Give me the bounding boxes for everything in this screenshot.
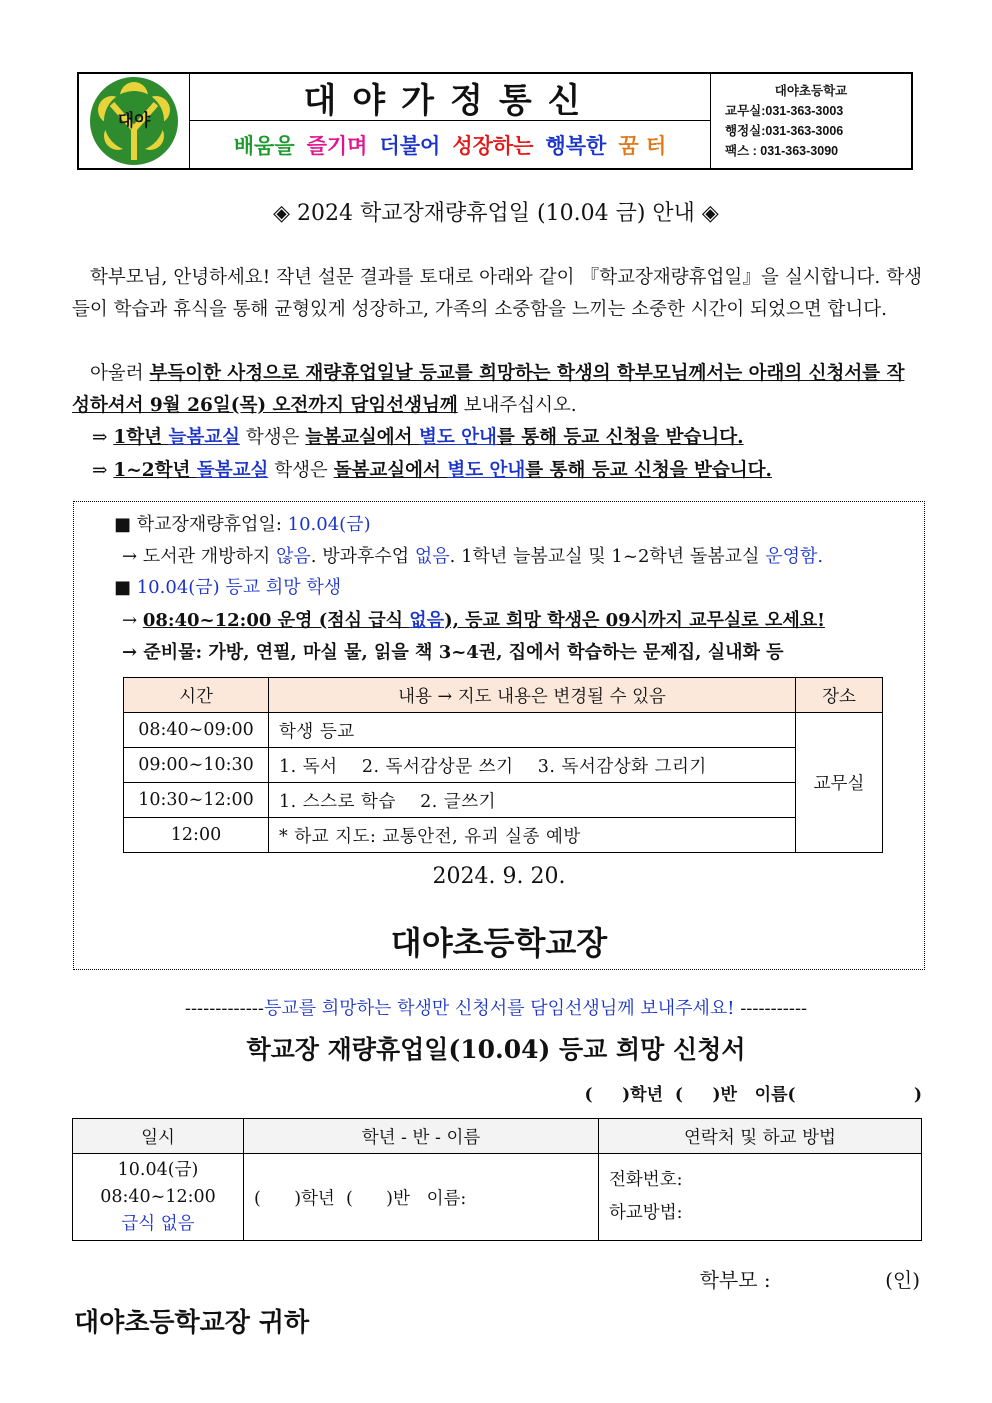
text-span: 를 통해 등교 신청을 받습니다. xyxy=(496,427,744,448)
closure-line xyxy=(122,544,823,570)
arrow-icon: ⇒ xyxy=(92,460,114,481)
text-span: 1학년 xyxy=(113,427,169,448)
text-span: 운영함. xyxy=(765,546,824,567)
schedule-table xyxy=(123,677,883,853)
principal-signature: 대야초등학교장 xyxy=(390,924,608,962)
form-header-contact: 연락처 및 하교 방법 xyxy=(599,1119,922,1154)
hours-line xyxy=(122,608,825,634)
newsletter-title: 대야가정통신 xyxy=(190,74,710,121)
slogan-word: 더불어 xyxy=(379,132,441,158)
text-span: → 도서관 개방하지 xyxy=(122,546,276,567)
form-meal: 급식 없음 xyxy=(121,1213,195,1234)
text-span: 1~2학년 xyxy=(113,460,197,481)
form-header-name: 학년 - 반 - 이름 xyxy=(244,1119,599,1154)
table-row xyxy=(124,713,883,748)
parent-signature-line[interactable]: 학부모 : (인) xyxy=(699,1268,920,1292)
request-paragraph xyxy=(72,358,922,422)
admin-phone: 행정실:031-363-3006 xyxy=(725,124,844,138)
form-date-cell xyxy=(73,1154,244,1241)
text-span: 돌봄교실에서 xyxy=(333,460,448,481)
form-student-line: ( )학년 ( )반 이름( ) xyxy=(584,1085,922,1105)
attend-heading xyxy=(114,575,341,601)
form-contact-cell[interactable] xyxy=(599,1154,922,1241)
schedule-content: * 하교 지도: 교통안전, 유괴 실종 예방 xyxy=(269,818,796,853)
text-span: ■ 학교장재량휴업일: xyxy=(114,514,288,535)
neulbom-note xyxy=(92,422,942,454)
slogan-word: 행복한 xyxy=(545,132,607,158)
text-span: 별도 안내 xyxy=(447,460,526,481)
slogan-word: 배움을 xyxy=(233,132,295,158)
holiday-line xyxy=(114,512,371,538)
fax-number: 팩스 : 031-363-3090 xyxy=(725,144,839,158)
schedule-time: 09:00~10:30 xyxy=(124,748,269,783)
form-title: 학교장 재량휴업일(10.04) 등교 희망 신청서 xyxy=(246,1035,746,1064)
text-span: 학생은 xyxy=(268,460,334,481)
slogan-word: 성장하는 xyxy=(452,132,534,158)
form-grade-field[interactable]: ( )학년 ( )반 이름: xyxy=(244,1154,599,1241)
dolbom-note xyxy=(92,455,942,487)
form-phone-field[interactable]: 전화번호: xyxy=(609,1170,683,1190)
schedule-header-time: 시간 xyxy=(124,678,269,713)
form-header-date: 일시 xyxy=(73,1119,244,1154)
schedule-header-content: 내용 → 지도 내용은 변경될 수 있음 xyxy=(269,678,796,713)
schedule-header-place: 장소 xyxy=(796,678,883,713)
newsletter-header xyxy=(77,72,913,170)
text-span: 않음 xyxy=(275,546,311,567)
office-phone: 교무실:031-363-3003 xyxy=(725,104,844,118)
notice-date: 2024. 9. 20. xyxy=(432,864,566,889)
schedule-place: 교무실 xyxy=(796,713,883,853)
text-span: 10.04(금) xyxy=(287,514,371,535)
slogan-word: 꿈 터 xyxy=(618,132,667,158)
table-row xyxy=(124,748,883,783)
table-row xyxy=(124,783,883,818)
slogan-word: 즐기며 xyxy=(306,132,368,158)
intro-paragraph: 학부모님, 안녕하세요! 작년 설문 결과를 토대로 아래와 같이 『학교장재량휴업일』을 실시합니다. 학생들이 학습과 휴식을 통해 균형있게 성장하고, 가족의 소중함을 느끼는 소중한 시간이 되었으면 합니다. xyxy=(72,267,922,320)
notice-title: ◈ 2024 학교장재량휴업일 (10.04 금) 안내 ◈ xyxy=(273,201,719,226)
form-time: 08:40~12:00 xyxy=(100,1186,216,1207)
text-span: ----------- xyxy=(734,998,808,1019)
text-span: 돌봄교실 xyxy=(196,460,269,481)
text-span: 늘봄교실 xyxy=(168,427,240,448)
arrow-icon: ⇒ xyxy=(92,427,114,448)
schedule-time: 08:40~09:00 xyxy=(124,713,269,748)
school-logo xyxy=(79,74,190,168)
schedule-time: 10:30~12:00 xyxy=(124,783,269,818)
table-row xyxy=(124,818,883,853)
schedule-content: 1. 독서 2. 독서감상문 쓰기 3. 독서감상화 그리기 xyxy=(269,748,796,783)
form-date: 10.04(금) xyxy=(117,1159,199,1180)
school-name: 대야초등학교 xyxy=(774,84,848,98)
text-span: 학생은 xyxy=(239,427,306,448)
text-span: 없음 xyxy=(409,610,445,631)
school-emblem-icon xyxy=(82,74,186,168)
text-span: 08:40~12:00 운영 (점심 급식 xyxy=(142,610,410,631)
form-method-field[interactable]: 하교방법: xyxy=(609,1203,683,1223)
schedule-content: 1. 스스로 학습 2. 글쓰기 xyxy=(269,783,796,818)
text-span: ------------- xyxy=(184,998,264,1019)
text-span: 등교를 희망하는 학생만 신청서를 담임선생님께 보내주세요! xyxy=(263,998,735,1019)
text-span: 를 통해 등교 신청을 받습니다. xyxy=(525,460,772,481)
text-span: 10.04(금) 등교 희망 학생 xyxy=(136,577,342,598)
text-span: → xyxy=(122,610,143,631)
cut-line xyxy=(0,994,992,1020)
text-span: 아울러 xyxy=(90,363,150,384)
text-span: 없음 xyxy=(414,546,450,567)
text-span: ■ xyxy=(114,577,137,598)
schedule-time: 12:00 xyxy=(124,818,269,853)
application-form-table xyxy=(72,1118,922,1241)
addressee: 대야초등학교장 귀하 xyxy=(74,1308,310,1338)
schedule-content: 학생 등교 xyxy=(269,713,796,748)
text-span: 늘봄교실에서 xyxy=(305,427,419,448)
supplies-line: → 준비물: 가방, 연필, 마실 물, 읽을 책 3~4권, 집에서 학습하는 문제집, 실내화 등 xyxy=(122,642,784,663)
school-slogan xyxy=(190,121,710,168)
details-box xyxy=(73,501,925,970)
text-span: 보내주십시오. xyxy=(457,395,577,416)
text-span: 별도 안내 xyxy=(418,427,497,448)
text-span: . 1학년 늘봄교실 및 1~2학년 돌봄교실 xyxy=(449,546,766,567)
text-span: . 방과후수업 xyxy=(310,546,415,567)
text-span: ), 등교 희망 학생은 09시까지 교무실로 오세요! xyxy=(444,610,826,631)
logo-text: 대야 xyxy=(117,111,151,131)
request-emphasis: 부득이한 사정으로 재량휴업일날 등교를 희망하는 학생의 학부모님께서는 아래의 신청서를 작성하셔서 9월 26일(목) 오전까지 담임선생님께 xyxy=(72,363,905,416)
